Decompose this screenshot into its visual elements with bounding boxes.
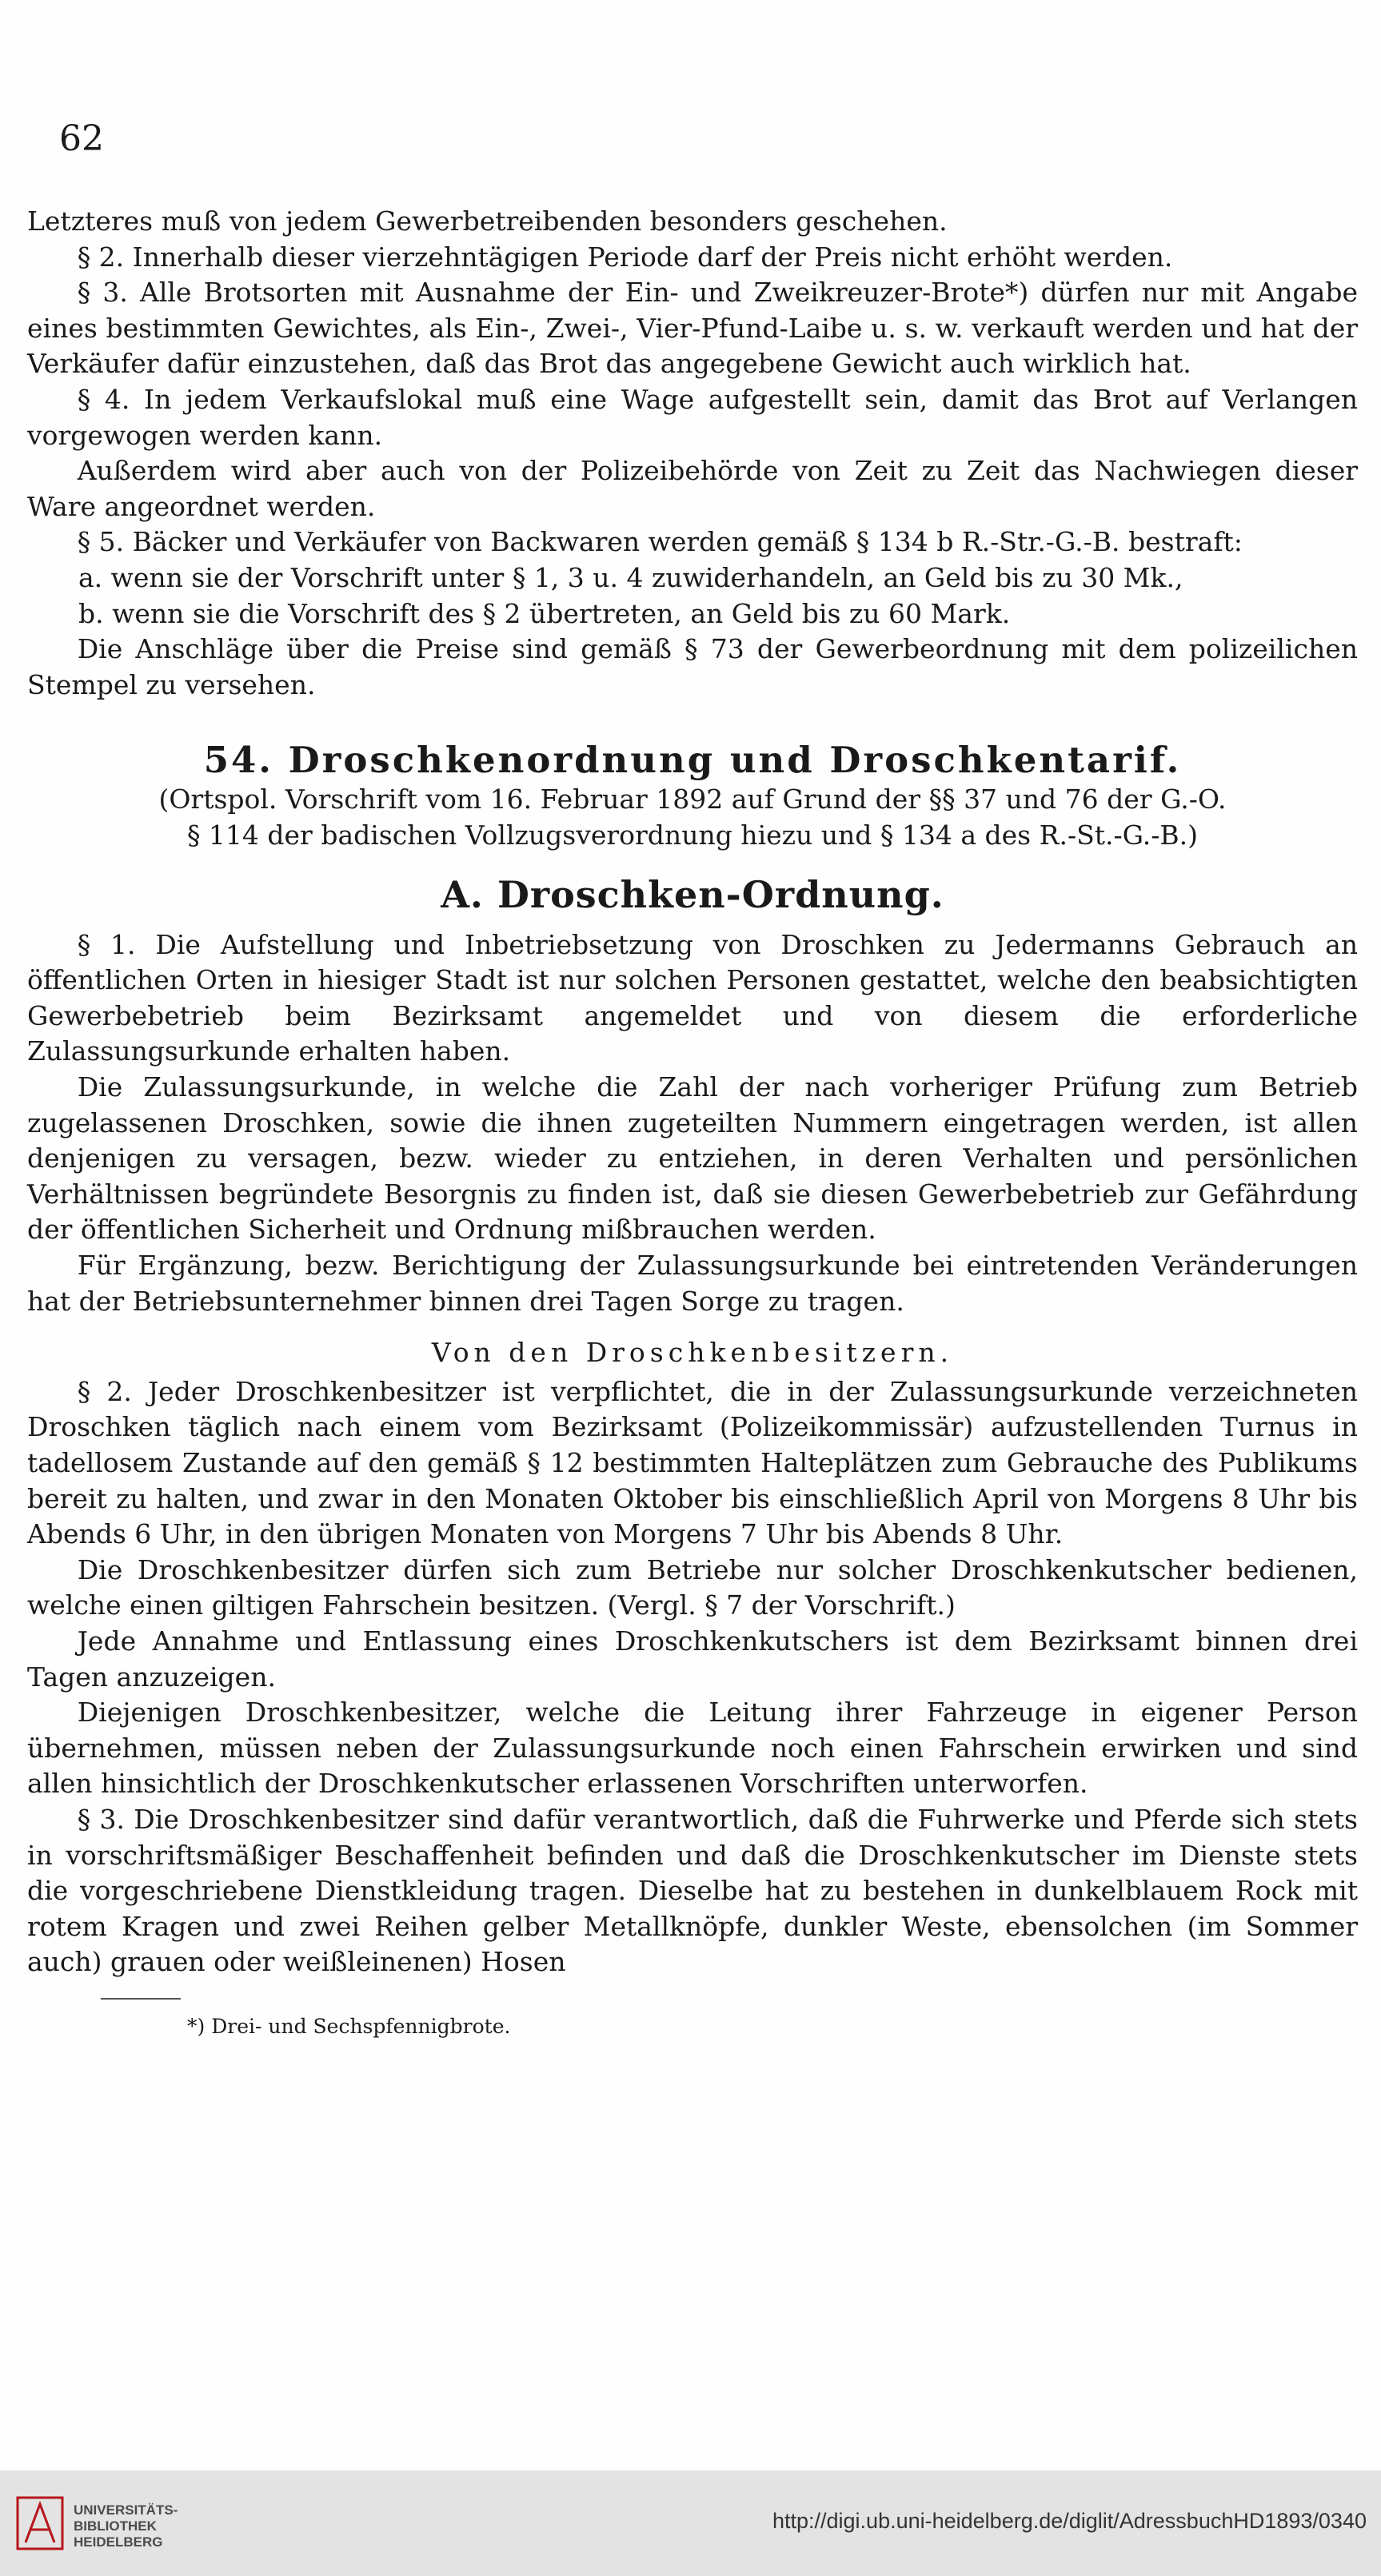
logo-line-3: HEIDELBERG bbox=[74, 2534, 163, 2550]
paragraphs-top bbox=[27, 204, 1358, 703]
source-line-2: § 114 der badischen Vollzugsverordnung hiezu und § 134 a des R.-St.-G.-B.) bbox=[186, 819, 1199, 851]
page-number: 62 bbox=[59, 118, 104, 159]
paragraph: b. wenn sie die Vorschrift des § 2 übertreten, an Geld bis zu 60 Mark. bbox=[78, 597, 1011, 629]
subheading: A. Droschken-Ordnung. bbox=[441, 873, 944, 917]
source-line-1: (Ortspol. Vorschrift vom 16. Februar 1892 auf Grund der §§ 37 und 76 der G.-O. bbox=[158, 783, 1227, 815]
logo-line-1: UNIVERSITÄTS- bbox=[74, 2502, 178, 2518]
paragraph: § 4. In jedem Verkaufslokal muß eine Wage aufgestellt sein, damit das Brot auf Verlangen vorgewogen werden kann. bbox=[27, 383, 1358, 451]
logo-line-2: BIBLIOTHEK bbox=[74, 2518, 157, 2534]
paragraphs-a bbox=[27, 927, 1358, 1320]
university-seal-icon bbox=[14, 2494, 66, 2552]
paragraph: Letzteres muß von jedem Gewerbetreibenden besonders geschehen. bbox=[27, 205, 948, 237]
paragraph: Jede Annahme und Entlassung eines Droschkenkutschers ist dem Bezirksamt binnen drei Tagen anzuzeigen. bbox=[27, 1625, 1358, 1693]
viewer-footer bbox=[0, 2470, 1381, 2576]
paragraph: § 1. Die Aufstellung und Inbetriebsetzung von Droschken zu Jedermanns Gebrauch an öffentlichen Orten in hiesiger Stadt ist nur solchen Personen gestattet, welche den beabsichtigten Gewerbebetrieb beim Bezirksamt angemeldet und von diesem die erforderliche Zulassungsurkunde erhalten haben. bbox=[27, 928, 1358, 1067]
footnote-rule bbox=[101, 1998, 181, 2000]
library-logo-text bbox=[74, 2502, 178, 2550]
spaced-heading: Von den Droschkenbesitzern. bbox=[431, 1337, 954, 1369]
paragraph: Für Ergänzung, bezw. Berichtigung der Zulassungsurkunde bei eintretenden Veränderungen hat der Betriebsunternehmer binnen drei Tagen Sorge zu tragen. bbox=[27, 1250, 1358, 1317]
page-body bbox=[27, 204, 1358, 2045]
paragraph: Die Zulassungsurkunde, in welche die Zahl der nach vorheriger Prüfung zum Betrieb zugelassenen Droschken, sowie die ihnen zugeteilten Nummern eingetragen werden, ist allen denjenigen zu versagen, bezw. wieder zu entziehen, in deren Verhalten und persönlichen Verhältnissen begründete Besorgnis zu finden ist, daß sie diesen Gewerbebetrieb zur Gefährdung der öffentlichen Sicherheit und Ordnung mißbrauchen werden. bbox=[27, 1071, 1358, 1246]
paragraph: Die Anschläge über die Preise sind gemäß § 73 der Gewerbeordnung mit dem polizeilichen Stempel zu versehen. bbox=[27, 633, 1358, 700]
footnote: *) Drei- und Sechspfennigbrote. bbox=[187, 2014, 511, 2038]
paragraph: Die Droschkenbesitzer dürfen sich zum Betriebe nur solcher Droschkenkutscher bedienen, welche einen giltigen Fahrschein besitzen. (Vergl. § 7 der Vorschrift.) bbox=[27, 1553, 1358, 1621]
paragraph: Außerdem wird aber auch von der Polizeibehörde von Zeit zu Zeit das Nachwiegen dieser Ware angeordnet werden. bbox=[27, 455, 1358, 522]
paragraphs-b bbox=[27, 1374, 1358, 1980]
paragraph: § 3. Die Droschkenbesitzer sind dafür verantwortlich, daß die Fuhrwerke und Pferde sich stets in vorschriftsmäßiger Beschaffenheit befinden und daß die Droschkenkutscher im Dienste stets die vorgeschriebene Dienstkleidung tragen. Dieselbe hat zu bestehen in dunkelblauem Rock mit rotem Kragen und zwei Reihen gelber Metallknöpfe, dunkler Weste, ebensolchen (im Sommer auch) grauen oder weißleinenen) Hosen bbox=[27, 1803, 1358, 1978]
section-heading: 54. Droschkenordnung und Droschkentarif. bbox=[203, 739, 1182, 782]
source-url-link[interactable]: http://digi.ub.uni-heidelberg.de/diglit/AdressbuchHD1893/0340 bbox=[772, 2509, 1367, 2533]
paragraph: § 2. Jeder Droschkenbesitzer ist verpflichtet, die in der Zulassungsurkunde verzeichneten Droschken täglich nach einem vom Bezirksamt (Polizeikommissär) aufzustellenden Turnus in tadellosem Zustande auf den gemäß § 12 bestimmten Halteplätzen zum Gebrauche des Publikums bereit zu halten, und zwar in den Monaten Oktober bis einschließlich April von Morgens 8 Uhr bis Abends 6 Uhr, in den übrigen Monaten von Morgens 7 Uhr bis Abends 8 Uhr. bbox=[27, 1375, 1358, 1550]
paragraph: § 5. Bäcker und Verkäufer von Backwaren werden gemäß § 134 b R.-Str.-G.-B. bestraft: bbox=[77, 526, 1243, 558]
paragraph: a. wenn sie der Vorschrift unter § 1, 3 u. 4 zuwiderhandeln, an Geld bis zu 30 Mk., bbox=[78, 561, 1183, 593]
paragraph: § 2. Innerhalb dieser vierzehntägigen Periode darf der Preis nicht erhöht werden. bbox=[77, 241, 1173, 273]
paragraph: Diejenigen Droschkenbesitzer, welche die Leitung ihrer Fahrzeuge in eigener Person übernehmen, müssen neben der Zulassungsurkunde noch einen Fahrschein erwirken und sind allen hinsichtlich der Droschkenkutscher erlassenen Vorschriften unterworfen. bbox=[27, 1697, 1358, 1800]
paragraph: § 3. Alle Brotsorten mit Ausnahme der Ein- und Zweikreuzer-Brote*) dürfen nur mit Angabe eines bestimmten Gewichtes, als Ein-, Zwei-, Vier-Pfund-Laibe u. s. w. verkauft werden und hat der Verkäufer dafür einzustehen, daß das Brot das angegebene Gewicht auch wirklich hat. bbox=[27, 277, 1358, 380]
